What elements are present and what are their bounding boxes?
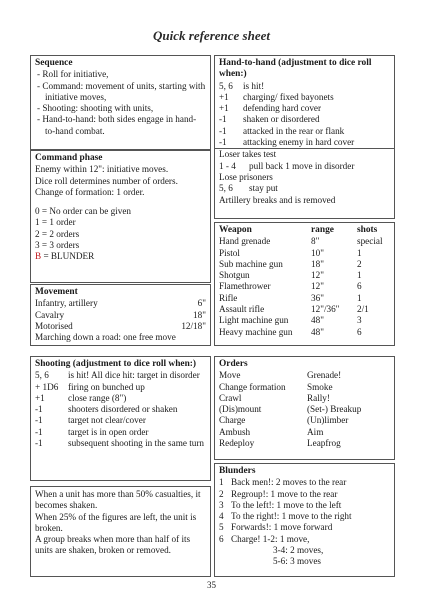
blunder-number: 3 xyxy=(219,499,224,510)
weapon-shots: 6 xyxy=(357,281,362,292)
list-item xyxy=(219,477,390,488)
weapon-range: 8" xyxy=(311,236,320,247)
list-item xyxy=(219,81,390,92)
weapon-range: 10" xyxy=(311,247,324,258)
sequence-item: - Hand-to-hand: both sides engage in hand-to-hand combat. xyxy=(37,114,197,136)
loser-heading: Loser takes test xyxy=(215,148,394,160)
list-item xyxy=(219,103,390,114)
table-header xyxy=(219,225,390,236)
list-item xyxy=(35,393,206,404)
modifier-text: shaken or disordered xyxy=(243,114,320,125)
sequence-item: - Command: movement of units, starting with initiative moves, xyxy=(37,80,206,102)
blunder-text: To the left!: 1 move to the left xyxy=(231,499,342,510)
movement-unit: Cavalry xyxy=(35,309,65,320)
weapon-shots: 1 xyxy=(357,270,362,281)
weapon-range: 48" xyxy=(311,315,324,326)
modifier: +1 xyxy=(35,392,45,403)
weapon-range: 48" xyxy=(311,326,324,337)
page-title: Quick reference sheet xyxy=(153,28,270,43)
table-row xyxy=(219,427,390,438)
order-name: Aim xyxy=(307,426,324,437)
order-count: 0 = No order can be given xyxy=(35,206,132,217)
modifier-text: target not clear/cover xyxy=(68,415,146,426)
orders-heading: Orders xyxy=(219,359,248,369)
weapon-shots: 2 xyxy=(357,258,362,269)
movement-value: 12/18" xyxy=(181,320,206,331)
weapon-shots: 1 xyxy=(357,292,362,303)
blunder-number: 6 xyxy=(219,533,224,544)
blunder-text: Forwards!: 1 move forward xyxy=(231,522,333,533)
table-row xyxy=(219,438,390,449)
shooting-box xyxy=(30,356,211,481)
blunder-text: Regroup!: 1 move to the rear xyxy=(231,488,338,499)
modifier-text: defending hard cover xyxy=(243,103,322,114)
order-name: Crawl xyxy=(219,392,242,403)
blunder-extra: 3-4: 2 moves, xyxy=(273,545,324,556)
artillery-line: Artillery breaks and is removed xyxy=(219,194,336,205)
blunder-line xyxy=(35,251,206,262)
weapon-range: 36" xyxy=(311,292,324,303)
weapon-range: 18" xyxy=(311,258,324,269)
table-row xyxy=(219,404,390,415)
modifier: 5, 6 xyxy=(219,80,233,91)
list-item xyxy=(219,137,390,148)
command-line: Enemy within 12": initiative moves. xyxy=(35,164,169,175)
modifier: -1 xyxy=(35,426,43,437)
table-row xyxy=(35,332,206,343)
list-item xyxy=(35,382,206,393)
hand-to-hand-box xyxy=(214,55,395,219)
weapons-box xyxy=(214,222,395,346)
modifier: -1 xyxy=(219,125,227,136)
weapon-name: Hand grenade xyxy=(219,236,271,247)
modifier: + 1D6 xyxy=(35,381,59,392)
order-name: Charge xyxy=(219,415,246,426)
column-header: shots xyxy=(357,225,378,235)
weapon-name: Pistol xyxy=(219,247,240,258)
table-row xyxy=(219,281,390,292)
table-row xyxy=(219,248,390,259)
blunder-number: 5 xyxy=(219,522,224,533)
movement-value: 6" xyxy=(197,298,206,309)
lose-prisoners: Lose prisoners xyxy=(219,171,273,182)
order-name: Move xyxy=(219,370,241,381)
modifier: -1 xyxy=(219,114,227,125)
command-heading: Command phase xyxy=(35,153,103,163)
table-row xyxy=(219,304,390,315)
table-row xyxy=(219,259,390,270)
list-item xyxy=(35,427,206,438)
movement-box xyxy=(30,284,211,346)
order-count: 1 = 1 order xyxy=(35,217,76,228)
modifier: -1 xyxy=(35,438,43,449)
weapon-name: Assault rifle xyxy=(219,304,265,315)
list-item xyxy=(219,522,390,533)
list-item xyxy=(35,370,206,381)
table-row xyxy=(219,293,390,304)
list-item xyxy=(35,415,206,426)
weapon-shots: 6 xyxy=(357,326,362,337)
order-name: (Dis)mount xyxy=(219,404,262,415)
sequence-box xyxy=(30,55,211,150)
list-item xyxy=(219,183,390,194)
shaken-line: When a unit has more than 50% casualties, it becomes shaken. xyxy=(35,489,201,511)
list-item xyxy=(35,404,206,415)
weapon-range: 12" xyxy=(311,281,324,292)
modifier-text: attacking enemy in hard cover xyxy=(243,137,355,148)
modifier-text: close range (8") xyxy=(68,392,127,403)
list-item xyxy=(219,161,390,172)
shaken-line: When 25% of the figures are left, the unit is broken. xyxy=(35,511,197,533)
list-item xyxy=(219,126,390,137)
weapon-name: Shotgun xyxy=(219,270,250,281)
order-count: 2 = 2 orders xyxy=(35,228,80,239)
list-item xyxy=(219,534,390,545)
weapon-name: Sub machine gun xyxy=(219,258,283,269)
modifier-text: is hit! All dice hit: target in disorder xyxy=(68,370,200,381)
modifier-text: target is in open order xyxy=(68,426,149,437)
order-name: Smoke xyxy=(307,381,333,392)
weapon-shots: 3 xyxy=(357,315,362,326)
list-item xyxy=(219,489,390,500)
order-name: Grenade! xyxy=(307,370,342,381)
movement-unit: Infantry, artillery xyxy=(35,298,98,309)
modifier: 5, 6 xyxy=(219,183,233,194)
column-header: range xyxy=(311,225,334,235)
weapon-name: Heavy machine gun xyxy=(219,326,293,337)
modifier-text: pull back 1 move in disorder xyxy=(249,160,355,171)
command-line: Change of formation: 1 order. xyxy=(35,186,145,197)
orders-box xyxy=(214,356,395,460)
movement-unit: Motorised xyxy=(35,320,73,331)
weapon-range: 12" xyxy=(311,270,324,281)
list-item xyxy=(219,511,390,522)
blunder-number: 4 xyxy=(219,511,224,522)
modifier-text: subsequent shooting in the same turn xyxy=(68,438,205,449)
list-item xyxy=(219,114,390,125)
page-number: 35 xyxy=(207,580,216,590)
blunder-text: = BLUNDER xyxy=(41,251,95,262)
blunder-extra: 5-6: 3 moves xyxy=(273,556,321,567)
modifier: -1 xyxy=(35,415,43,426)
order-name: Change formation xyxy=(219,381,286,392)
movement-value: 18" xyxy=(193,309,206,320)
weapon-name: Flamethrower xyxy=(219,281,271,292)
weapon-shots: special xyxy=(357,236,383,247)
table-row xyxy=(219,315,390,326)
movement-table xyxy=(35,298,206,343)
list-item xyxy=(219,92,390,103)
shooting-heading: Shooting (adjustment to dice roll when:) xyxy=(35,359,197,369)
command-box xyxy=(30,150,211,283)
orders-table xyxy=(219,370,390,449)
sequence-item: - Roll for initiative, xyxy=(37,69,109,80)
order-count: 3 = 3 orders xyxy=(35,240,80,251)
command-line: Dice roll determines number of orders. xyxy=(35,175,178,186)
movement-unit: Marching down a road: one free move xyxy=(35,332,176,343)
modifier-text: charging/ fixed bayonets xyxy=(243,91,334,102)
weapon-shots: 1 xyxy=(357,247,362,258)
table-row xyxy=(35,321,206,332)
blunders-box xyxy=(214,463,395,577)
shaken-box xyxy=(30,486,211,577)
table-row xyxy=(219,270,390,281)
blunder-text: Back men!: 2 moves to the rear xyxy=(231,477,347,488)
modifier: -1 xyxy=(35,404,43,415)
blunder-number: 1 xyxy=(219,477,224,488)
table-row xyxy=(219,327,390,338)
modifier: 5, 6 xyxy=(35,370,49,381)
column-header: Weapon xyxy=(219,225,252,235)
modifier: +1 xyxy=(219,91,229,102)
list-item xyxy=(219,500,390,511)
order-name: Rally! xyxy=(307,392,330,403)
sequence-item: - Shooting: shooting with units, xyxy=(37,103,154,114)
modifier-text: stay put xyxy=(249,183,278,194)
modifier: -1 xyxy=(219,137,227,148)
list-item xyxy=(35,438,206,449)
sequence-heading: Sequence xyxy=(35,58,73,68)
weapon-name: Light machine gun xyxy=(219,315,289,326)
blunder-number: 2 xyxy=(219,488,224,499)
blunder-text: To the right!: 1 move to the right xyxy=(231,511,352,522)
table-row xyxy=(35,310,206,321)
table-row xyxy=(219,382,390,393)
modifier-text: attacked in the rear or flank xyxy=(243,125,345,136)
table-row xyxy=(219,393,390,404)
blunder-letter: B xyxy=(35,251,42,262)
weapons-table xyxy=(219,225,390,338)
modifier-text: firing on bunched up xyxy=(68,381,145,392)
order-name: Ambush xyxy=(219,426,251,437)
movement-heading: Movement xyxy=(35,287,78,297)
table-row xyxy=(35,298,206,309)
order-name: Leapfrog xyxy=(307,438,341,449)
shaken-line: A group breaks when more than half of its units are shaken, broken or removed. xyxy=(35,534,191,556)
hand-to-hand-heading: Hand-to-hand (adjustment to dice roll when:) xyxy=(219,58,372,80)
table-row xyxy=(219,236,390,247)
table-row xyxy=(219,370,390,381)
modifier: 1 - 4 xyxy=(219,160,236,171)
weapon-name: Rifle xyxy=(219,292,238,303)
order-name: (Set-) Breakup xyxy=(307,404,362,415)
order-name: (Un)limber xyxy=(307,415,349,426)
table-row xyxy=(219,415,390,426)
blunders-heading: Blunders xyxy=(219,466,256,476)
weapon-shots: 2/1 xyxy=(357,304,369,315)
modifier-text: is hit! xyxy=(243,80,265,91)
blunder-text: Charge! 1-2: 1 move, xyxy=(231,533,310,544)
weapon-range: 12"/36" xyxy=(311,304,340,315)
modifier: +1 xyxy=(219,103,229,114)
modifier-text: shooters disordered or shaken xyxy=(68,404,178,415)
order-name: Redeploy xyxy=(219,438,255,449)
